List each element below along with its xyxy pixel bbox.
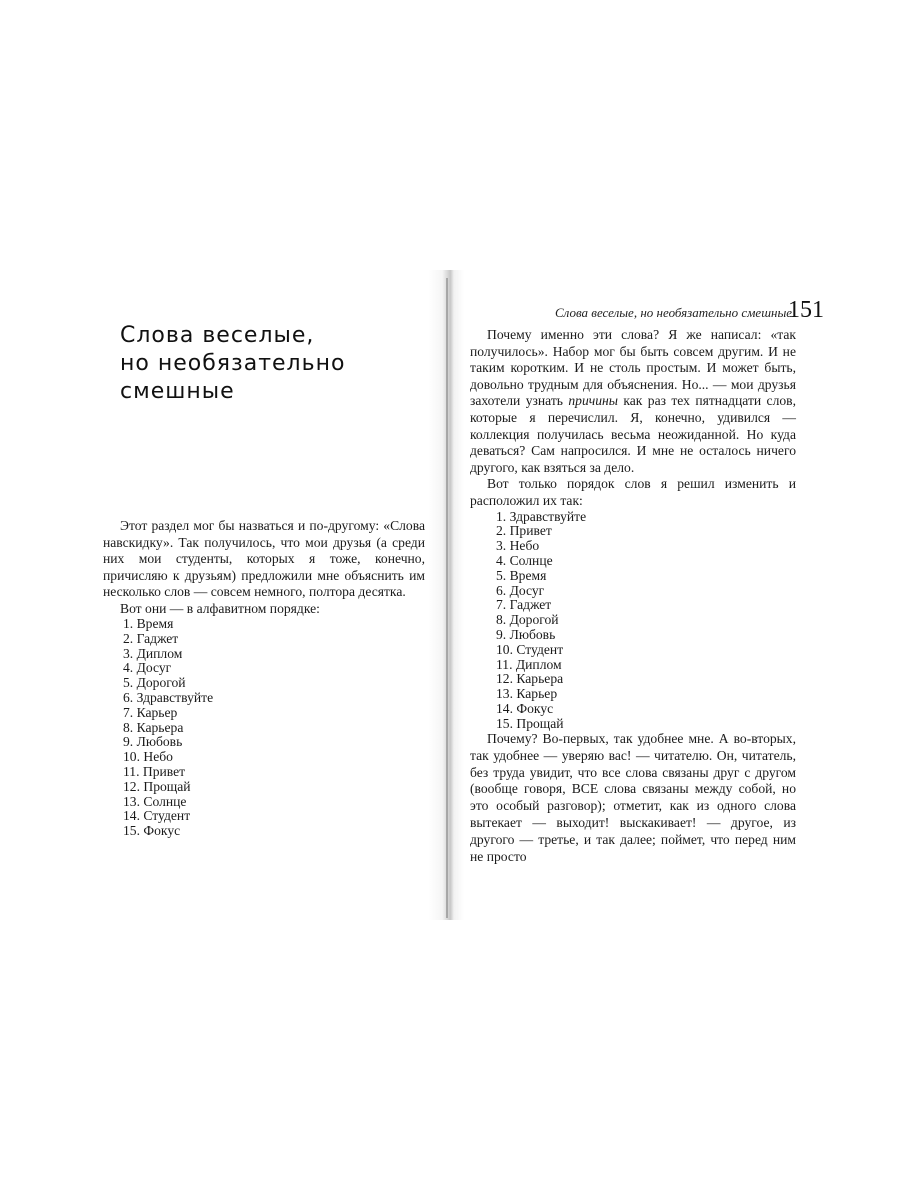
running-head-title: Слова веселые, но необязательно смешные xyxy=(555,305,793,320)
list-item: 15. Фокус xyxy=(123,823,181,839)
list-item: 12. Карьера xyxy=(496,671,564,687)
left-paragraph-1: Этот раздел мог бы назваться и по-другому: «Слова навскидку». Так получилось, что мои друзья (а среди них мои студенты, которых я тоже, конечно, причисляю к друзьям) предложили мне объяснить им несколько слов — совсем немного, полтора десятка. xyxy=(103,518,425,599)
right-paragraph-1-text-b: как раз тех пятнадцати слов, которые я перечислил. Я, конечно, удивился — коллекция получилась весьма неожиданной. Но куда деваться? Сам напросился. И мне не осталось ничего другого, как взяться за дело. xyxy=(470,393,796,475)
list-item: 6. Досуг xyxy=(496,582,545,598)
list-item: 8. Дорогой xyxy=(496,612,559,628)
right-page-lower-text xyxy=(470,731,796,865)
list-item: 9. Любовь xyxy=(496,626,556,642)
chapter-title xyxy=(120,322,440,406)
list-item: 6. Здравствуйте xyxy=(123,689,214,705)
list-item: 5. Время xyxy=(496,567,547,583)
list-item: 12. Прощай xyxy=(123,778,191,794)
ordered-word-list xyxy=(470,510,796,732)
list-item: 3. Небо xyxy=(496,538,540,554)
list-item: 13. Солнце xyxy=(123,793,187,809)
list-item: 15. Прощай xyxy=(496,715,564,731)
list-item: 10. Студент xyxy=(496,641,564,657)
list-item: 10. Небо xyxy=(123,749,173,765)
list-item: 14. Студент xyxy=(123,808,191,824)
page-number: 151 xyxy=(788,297,824,323)
list-item: 7. Гаджет xyxy=(496,597,552,613)
list-item: 4. Солнце xyxy=(496,552,553,568)
right-paragraph-1-text-a: Почему именно эти слова? Я же написал: «так получилось». Набор мог бы быть совсем другим. И не таким коротким. И не столь простым. И может быть, довольно трудным для объяснения. Но... — мои друзья захотели узнать xyxy=(470,327,796,409)
list-item: 8. Карьера xyxy=(123,719,184,735)
left-page-body xyxy=(103,518,425,839)
chapter-title-line-2: но необязательно смешные xyxy=(120,351,346,404)
list-item: 2. Привет xyxy=(496,523,552,539)
book-gutter-line xyxy=(446,278,448,918)
list-item: 14. Фокус xyxy=(496,700,554,716)
list-item: 4. Досуг xyxy=(123,660,172,676)
right-paragraph-2: Вот только порядок слов я решил изменить и расположил их так: xyxy=(470,476,796,508)
right-paragraph-3: Почему? Во-первых, так удобнее мне. А во-вторых, так удобнее — уверяю вас! — читателю. Он, читатель, без труда увидит, что все слова связаны друг с другом (вообще говоря, ВСЕ слова связаны между собой, но это особый разговор); отметит, как из одного слова вытекает — выходит! выскакивает! — другое, из другого — третье, и так далее; поймет, что перед ним не просто xyxy=(470,731,796,864)
list-item: 9. Любовь xyxy=(123,734,183,750)
right-paragraph-1 xyxy=(470,327,796,476)
chapter-title-line-1: Слова веселые, xyxy=(120,323,315,348)
list-item: 11. Диплом xyxy=(496,656,562,672)
list-item: 5. Дорогой xyxy=(123,675,186,691)
alphabetical-word-list xyxy=(103,617,425,839)
right-page-body xyxy=(470,327,796,731)
list-item: 1. Здравствуйте xyxy=(496,508,587,524)
list-item: 11. Привет xyxy=(123,763,186,779)
left-paragraph-2: Вот они — в алфавитном порядке: xyxy=(120,600,320,616)
running-head xyxy=(555,305,825,321)
list-item: 7. Карьер xyxy=(123,704,178,720)
list-item: 3. Диплом xyxy=(123,645,183,661)
right-paragraph-1-emphasis: причины xyxy=(568,393,618,409)
list-item: 1. Время xyxy=(123,616,174,631)
list-item: 2. Гаджет xyxy=(123,630,179,646)
list-item: 13. Карьер xyxy=(496,686,558,702)
